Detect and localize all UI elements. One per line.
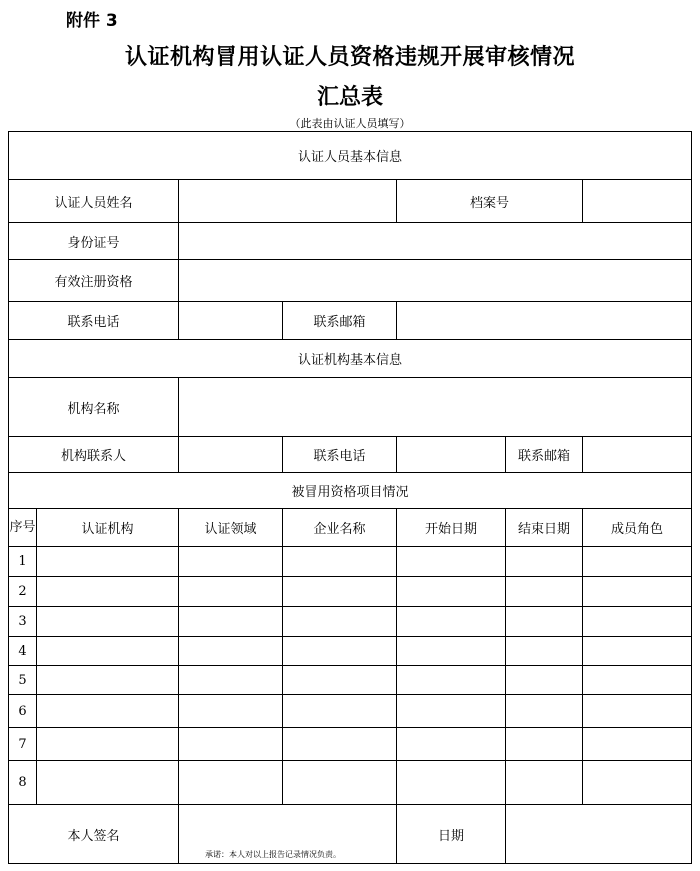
label-personnel-email: 联系邮箱 (283, 302, 397, 340)
row-number: 6 (9, 695, 37, 728)
cell-company[interactable] (283, 728, 397, 761)
cell-cert-field[interactable] (179, 637, 283, 666)
section-row-org (9, 340, 692, 378)
section-row-projects (9, 473, 692, 509)
row-number: 3 (9, 607, 37, 637)
header-cert-org: 认证机构 (37, 509, 179, 547)
header-member-role: 成员角色 (583, 509, 692, 547)
cell-cert-org[interactable] (37, 577, 179, 607)
cell-cert-field[interactable] (179, 728, 283, 761)
cell-start-date[interactable] (397, 695, 506, 728)
table-row (9, 637, 692, 666)
header-end-date: 结束日期 (506, 509, 583, 547)
field-org-name[interactable] (179, 378, 692, 437)
section-projects: 被冒用资格项目情况 (9, 473, 692, 509)
label-id-number: 身份证号 (9, 223, 179, 260)
cell-end-date[interactable] (506, 637, 583, 666)
cell-cert-field[interactable] (179, 666, 283, 695)
cell-company[interactable] (283, 695, 397, 728)
cell-member-role[interactable] (583, 666, 692, 695)
cell-start-date[interactable] (397, 761, 506, 805)
table-row (9, 547, 692, 577)
cell-end-date[interactable] (506, 577, 583, 607)
field-org-contact[interactable] (179, 437, 283, 473)
row-org-contact (9, 437, 692, 473)
cell-member-role[interactable] (583, 607, 692, 637)
table-row (9, 666, 692, 695)
table-row (9, 577, 692, 607)
row-number: 8 (9, 761, 37, 805)
section-org-info: 认证机构基本信息 (9, 340, 692, 378)
table-row (9, 761, 692, 805)
row-number: 2 (9, 577, 37, 607)
cell-cert-field[interactable] (179, 695, 283, 728)
field-org-email[interactable] (583, 437, 692, 473)
cell-end-date[interactable] (506, 547, 583, 577)
row-personnel-contact (9, 302, 692, 340)
cell-end-date[interactable] (506, 666, 583, 695)
cell-cert-org[interactable] (37, 695, 179, 728)
table-row (9, 695, 692, 728)
cell-start-date[interactable] (397, 637, 506, 666)
cell-company[interactable] (283, 547, 397, 577)
cell-cert-org[interactable] (37, 547, 179, 577)
field-personnel-email[interactable] (397, 302, 692, 340)
cell-end-date[interactable] (506, 607, 583, 637)
cell-member-role[interactable] (583, 547, 692, 577)
row-number: 7 (9, 728, 37, 761)
page-subtitle: 汇总表 (316, 84, 383, 110)
label-personnel-name: 认证人员姓名 (9, 180, 179, 223)
cell-end-date[interactable] (506, 761, 583, 805)
field-date[interactable] (506, 805, 692, 864)
fill-note: （此表由认证人员填写） (289, 117, 411, 130)
cell-member-role[interactable] (583, 728, 692, 761)
label-org-phone: 联系电话 (283, 437, 397, 473)
cell-end-date[interactable] (506, 695, 583, 728)
label-personnel-phone: 联系电话 (9, 302, 179, 340)
cell-company[interactable] (283, 577, 397, 607)
label-signature: 本人签名 (9, 805, 179, 864)
cell-member-role[interactable] (583, 761, 692, 805)
field-file-number[interactable] (583, 180, 692, 223)
summary-form-table (8, 131, 692, 864)
cell-cert-org[interactable] (37, 637, 179, 666)
field-org-phone[interactable] (397, 437, 506, 473)
row-number: 4 (9, 637, 37, 666)
cell-start-date[interactable] (397, 547, 506, 577)
attachment-label: 附件 3 (66, 11, 118, 31)
label-date: 日期 (397, 805, 506, 864)
header-company: 企业名称 (283, 509, 397, 547)
section-personnel-info: 认证人员基本信息 (9, 132, 692, 180)
header-start-date: 开始日期 (397, 509, 506, 547)
cell-cert-org[interactable] (37, 666, 179, 695)
cell-start-date[interactable] (397, 577, 506, 607)
cell-cert-field[interactable] (179, 577, 283, 607)
table-row (9, 728, 692, 761)
row-org-name (9, 378, 692, 437)
cell-cert-field[interactable] (179, 547, 283, 577)
row-number: 5 (9, 666, 37, 695)
label-org-name: 机构名称 (9, 378, 179, 437)
cell-company[interactable] (283, 607, 397, 637)
row-id-number (9, 223, 692, 260)
cell-company[interactable] (283, 666, 397, 695)
cell-start-date[interactable] (397, 666, 506, 695)
row-number: 1 (9, 547, 37, 577)
cell-cert-field[interactable] (179, 607, 283, 637)
header-seq: 序号 (9, 509, 37, 547)
cell-member-role[interactable] (583, 637, 692, 666)
row-qualification (9, 260, 692, 302)
cell-start-date[interactable] (397, 607, 506, 637)
field-id-number[interactable] (179, 223, 692, 260)
cell-cert-field[interactable] (179, 761, 283, 805)
cell-member-role[interactable] (583, 577, 692, 607)
row-personnel-name (9, 180, 692, 223)
header-cert-field: 认证领域 (179, 509, 283, 547)
cell-end-date[interactable] (506, 728, 583, 761)
label-file-number: 档案号 (397, 180, 583, 223)
cell-cert-org[interactable] (37, 728, 179, 761)
cell-member-role[interactable] (583, 695, 692, 728)
page-title: 认证机构冒用认证人员资格违规开展审核情况 (124, 44, 575, 70)
cell-company[interactable] (283, 637, 397, 666)
table-row (9, 607, 692, 637)
field-personnel-phone[interactable] (179, 302, 283, 340)
signature-row (9, 805, 692, 864)
label-org-email: 联系邮箱 (506, 437, 583, 473)
cell-start-date[interactable] (397, 728, 506, 761)
cell-cert-org[interactable] (37, 607, 179, 637)
pledge-text: 承诺：本人对以上报告记录情况负责。 (205, 850, 341, 859)
cell-cert-org[interactable] (37, 761, 179, 805)
project-header-row (9, 509, 692, 547)
label-org-contact: 机构联系人 (9, 437, 179, 473)
section-row-personnel (9, 132, 692, 180)
field-qualification[interactable] (179, 260, 692, 302)
field-personnel-name[interactable] (179, 180, 397, 223)
cell-company[interactable] (283, 761, 397, 805)
field-signature[interactable] (179, 805, 397, 864)
label-qualification: 有效注册资格 (9, 260, 179, 302)
